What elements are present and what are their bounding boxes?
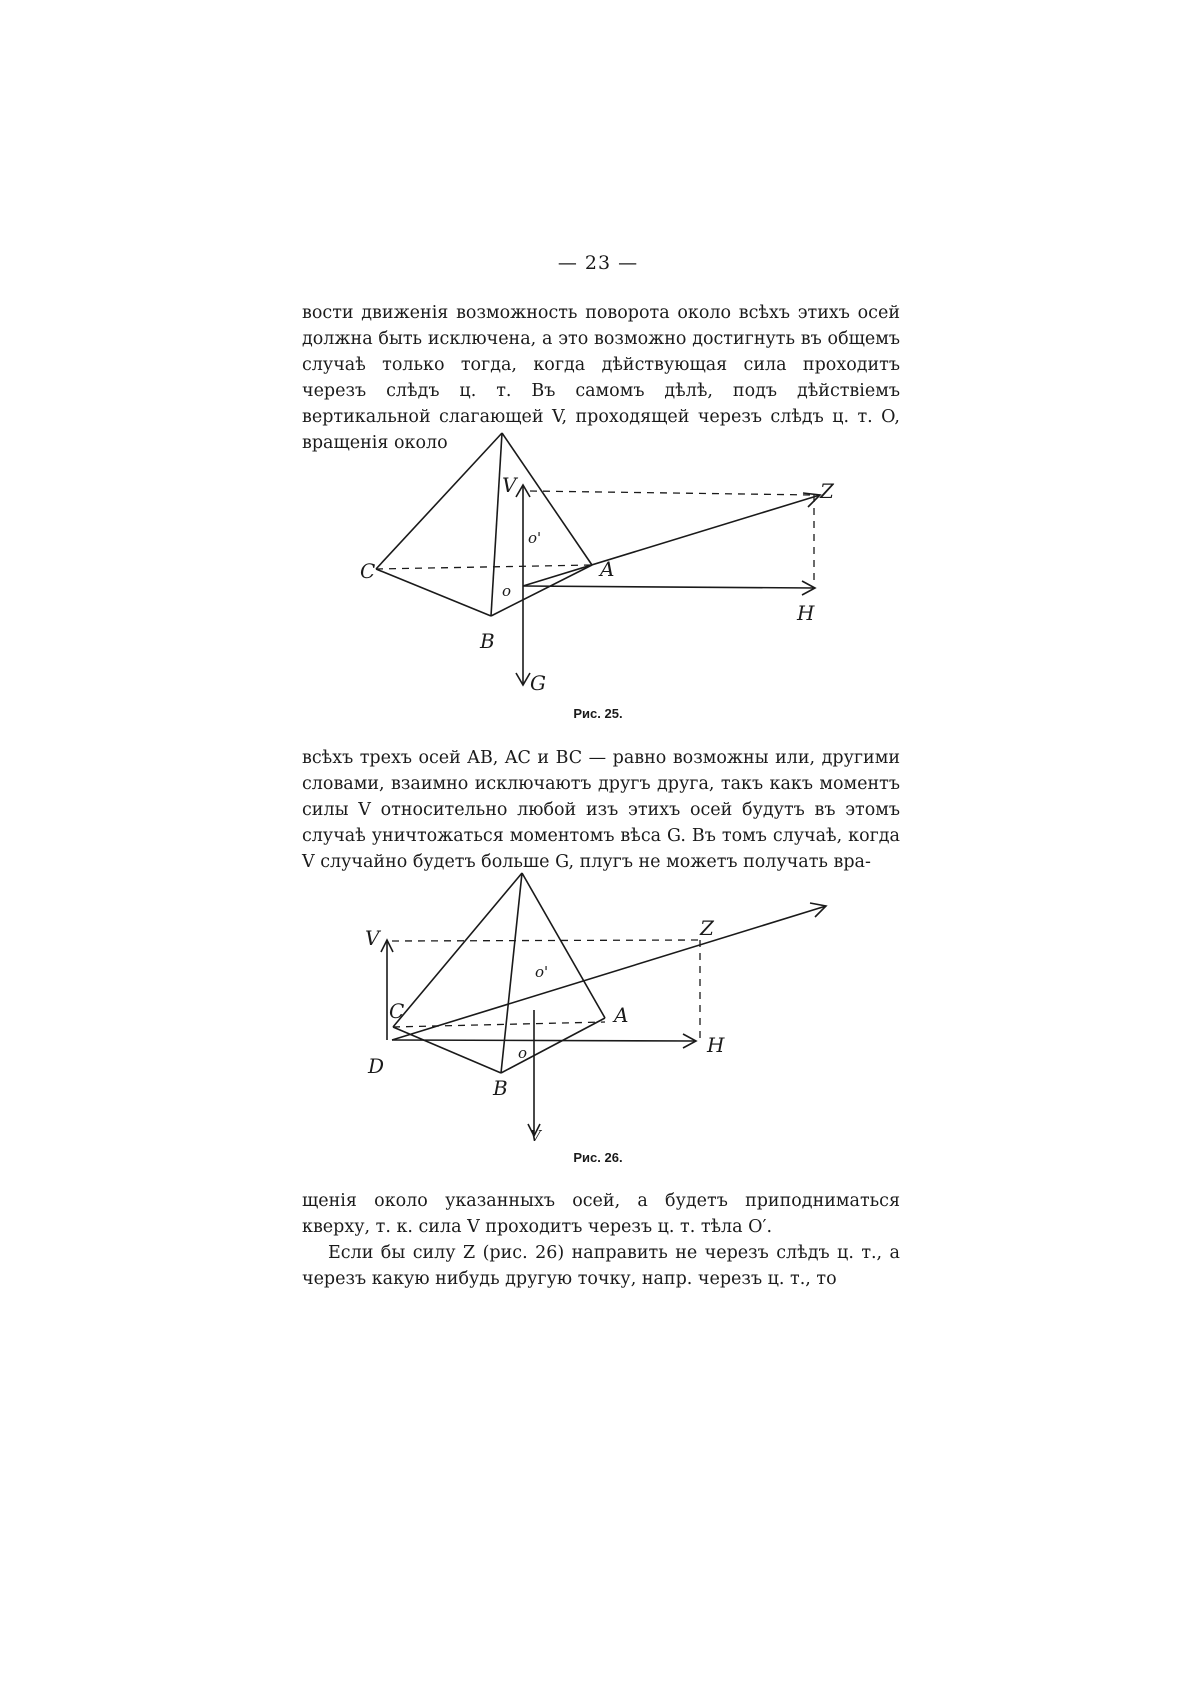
label-O-prime: o' (528, 529, 542, 547)
edge-apex-B (501, 873, 522, 1073)
label-V: V (502, 473, 517, 497)
dash-V-Z (392, 940, 700, 941)
label-G: V (530, 1127, 541, 1145)
label-H: H (797, 601, 815, 625)
paragraph-1: вости движенія возможность поворота около всѣхъ этихъ осей должна быть исключена, а это возможно достигнуть въ общемъ случаѣ только тогда, когда дѣйствующая сила проходитъ черезъ слѣдъ ц. т. Въ самомъ дѣлѣ, подъ дѣйствіемъ вертикальной слагающей V, проходящей черезъ слѣдъ ц. т. O, вращенія около (302, 303, 900, 453)
edge-C-A-hidden (393, 1022, 605, 1027)
label-C: C (389, 999, 405, 1023)
label-Z: Z (700, 916, 714, 940)
label-A: A (600, 557, 615, 581)
label-C: C (360, 559, 376, 583)
label-D: D (368, 1054, 385, 1078)
edge-apex-C (393, 873, 522, 1027)
paragraph-3: щенія около указанныхъ осей, а будетъ приподниматься кверху, т. к. сила V проходитъ черезъ ц. т. тѣла O′. (302, 1191, 900, 1237)
force-Z (392, 906, 826, 1040)
label-B: B (493, 1076, 508, 1100)
label-O: o (502, 582, 512, 600)
label-O: o (518, 1044, 528, 1062)
label-G: G (530, 671, 546, 695)
paragraph-4: Если бы силу Z (рис. 26) направить не черезъ слѣдъ ц. т., а черезъ какую нибудь другую точку, напр. черезъ ц. т., то (302, 1243, 900, 1289)
label-Z: Z (820, 479, 834, 503)
label-H: H (707, 1033, 725, 1057)
label-O-prime: o' (535, 963, 549, 981)
edge-B-A (501, 1018, 605, 1073)
force-H (392, 1040, 696, 1041)
paragraph-2: всѣхъ трехъ осей AB, AC и BC — равно возможны или, другими словами, взаимно исключаютъ другъ друга, такъ какъ моментъ силы V относительно любой изъ этихъ осей будутъ въ этомъ случаѣ уничтожаться моментомъ вѣса G. Въ томъ случаѣ, когда V случайно будетъ больше G, плугъ не можетъ получать вра- (302, 748, 900, 872)
label-A: A (614, 1003, 629, 1027)
label-B: B (480, 629, 495, 653)
figure-26-caption: Рис. 26. (573, 1150, 623, 1165)
figure-25-caption: Рис. 25. (573, 706, 623, 721)
label-V: V (365, 926, 380, 950)
page-number: — 23 — (557, 252, 639, 274)
